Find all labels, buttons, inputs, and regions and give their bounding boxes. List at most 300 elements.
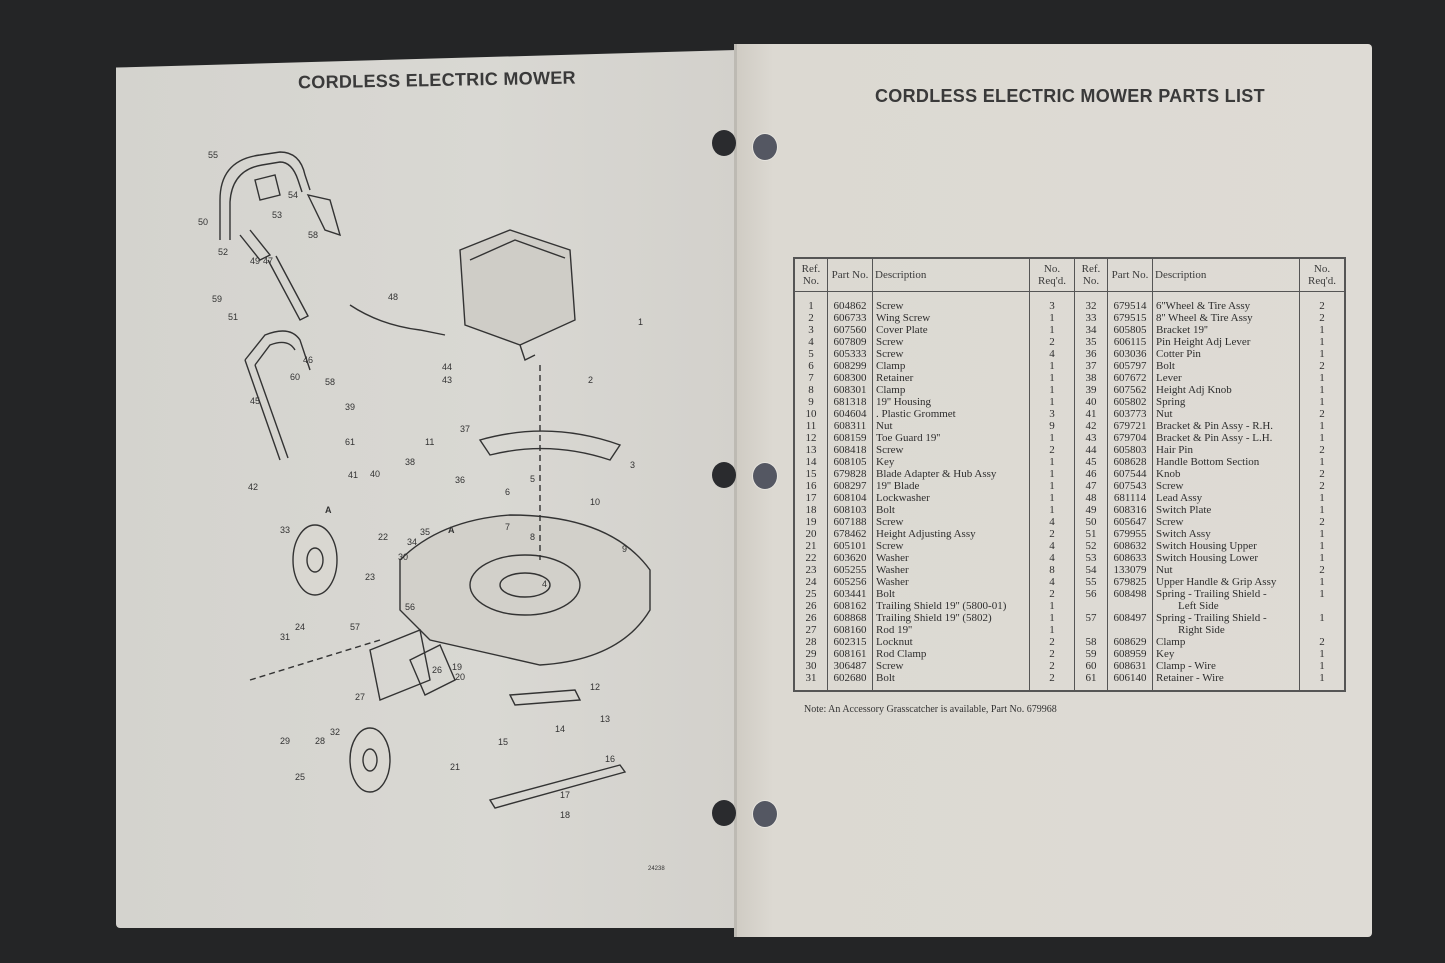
svg-text:24: 24 xyxy=(295,622,306,632)
qty-required: 1 xyxy=(1319,384,1325,396)
part-no: 608959 xyxy=(1108,648,1153,660)
svg-text:60: 60 xyxy=(290,372,301,382)
ref-no: 55 xyxy=(1075,576,1108,588)
ref-no: 5 xyxy=(794,348,828,360)
ref-no: 41 xyxy=(1075,408,1108,420)
ref-no: 31 xyxy=(794,672,828,691)
qty-required: 1 xyxy=(1319,336,1325,348)
qty-required: 1 xyxy=(1030,612,1075,624)
part-no: 608418 xyxy=(828,444,873,456)
ref-no: 45 xyxy=(1075,456,1108,468)
description: Switch Assy xyxy=(1153,528,1300,540)
svg-text:58: 58 xyxy=(308,230,319,240)
description: Lever xyxy=(1153,372,1300,384)
part-no: 607188 xyxy=(828,516,873,528)
description: Clamp xyxy=(873,384,1030,396)
description: Spring xyxy=(1153,396,1300,408)
svg-text:33: 33 xyxy=(280,525,291,535)
part-no: 603036 xyxy=(1108,348,1153,360)
table-row xyxy=(794,672,1345,691)
description: Locknut xyxy=(873,636,1030,648)
qty-required: 2 xyxy=(1030,648,1075,660)
table-row xyxy=(794,456,1345,468)
ref-no: 27 xyxy=(794,624,828,636)
qty-required: 1 xyxy=(1030,324,1075,336)
qty-required: 1 xyxy=(1319,324,1325,336)
qty-required: 2 xyxy=(1319,360,1325,372)
svg-text:14: 14 xyxy=(555,724,566,734)
part-no: 608297 xyxy=(828,480,873,492)
table-row xyxy=(794,564,1345,576)
ref-no: 61 xyxy=(1075,672,1108,691)
part-no: 608497 xyxy=(1108,612,1153,624)
table-row xyxy=(794,504,1345,516)
qty-required: 4 xyxy=(1030,516,1075,528)
svg-text:19: 19 xyxy=(452,662,463,672)
qty-required xyxy=(1300,624,1346,636)
ref-no: 24 xyxy=(794,576,828,588)
qty-required: 2 xyxy=(1030,588,1075,600)
part-no: 608159 xyxy=(828,432,873,444)
ref-no: 4 xyxy=(794,336,828,348)
description-continued xyxy=(1153,624,1300,636)
svg-text:47: 47 xyxy=(263,256,274,266)
qty-required: 2 xyxy=(1319,300,1325,312)
qty-required: 1 xyxy=(1319,660,1325,672)
qty-required: 1 xyxy=(1030,312,1075,324)
ref-no: 34 xyxy=(1075,324,1108,336)
part-no: 133079 xyxy=(1108,564,1153,576)
qty-required: 1 xyxy=(1319,540,1325,552)
ref-no: 44 xyxy=(1075,444,1108,456)
part-no: 679515 xyxy=(1108,312,1153,324)
ref-no: 6 xyxy=(794,360,828,372)
part-no: 607562 xyxy=(1108,384,1153,396)
svg-text:17: 17 xyxy=(560,790,571,800)
qty-required: 1 xyxy=(1319,456,1325,468)
qty-required: 1 xyxy=(1319,552,1325,564)
table-row xyxy=(794,468,1345,480)
description: Lockwasher xyxy=(873,492,1030,504)
svg-text:43: 43 xyxy=(442,375,453,385)
description: Washer xyxy=(873,564,1030,576)
svg-text:41: 41 xyxy=(348,470,359,480)
part-no: 603773 xyxy=(1108,408,1153,420)
header-qty: No. Req'd. xyxy=(1030,258,1075,292)
description: Nut xyxy=(873,420,1030,432)
description: Washer xyxy=(873,552,1030,564)
ref-no: 18 xyxy=(794,504,828,516)
table-row xyxy=(794,540,1345,552)
part-no: 608633 xyxy=(1108,552,1153,564)
table-row xyxy=(794,324,1345,336)
description: Trailing Shield 19'' (5800-01) xyxy=(873,600,1030,612)
qty-required: 8 xyxy=(1030,564,1075,576)
qty-required: 1 xyxy=(1030,384,1075,396)
part-no: 608498 xyxy=(1108,588,1153,600)
part-no: 606140 xyxy=(1108,672,1153,691)
description: Blade Adapter & Hub Assy xyxy=(873,468,1030,480)
qty-required: 3 xyxy=(1030,408,1075,420)
part-no: 605797 xyxy=(1108,360,1153,372)
qty-required: 1 xyxy=(1319,528,1325,540)
svg-text:18: 18 xyxy=(560,810,571,820)
description: Screw xyxy=(873,516,1030,528)
ref-no: 14 xyxy=(794,456,828,468)
ref-no: 33 xyxy=(1075,312,1108,324)
part-no: 681114 xyxy=(1108,492,1153,504)
header-part-no: Part No. xyxy=(1108,258,1153,292)
ref-no: 46 xyxy=(1075,468,1108,480)
description: Key xyxy=(1153,648,1300,660)
svg-text:26: 26 xyxy=(432,665,443,675)
description: 19'' Blade xyxy=(873,480,1030,492)
qty-required: 1 xyxy=(1319,396,1325,408)
punch-hole xyxy=(712,130,736,156)
description: Spring - Trailing Shield - xyxy=(1153,612,1300,624)
part-no: 608161 xyxy=(828,648,873,660)
description: 8'' Wheel & Tire Assy xyxy=(1153,312,1300,324)
description: Screw xyxy=(873,540,1030,552)
table-row xyxy=(794,348,1345,360)
description: 19'' Housing xyxy=(873,396,1030,408)
description: Cotter Pin xyxy=(1153,348,1300,360)
table-row xyxy=(794,576,1345,588)
svg-text:51: 51 xyxy=(228,312,239,322)
qty-required: 3 xyxy=(1030,292,1075,313)
svg-text:28: 28 xyxy=(315,736,326,746)
table-row xyxy=(794,384,1345,396)
ref-no: 35 xyxy=(1075,336,1108,348)
header-qty: No. Req'd. xyxy=(1300,258,1346,292)
description: Nut xyxy=(1153,408,1300,420)
part-no: 608311 xyxy=(828,420,873,432)
description: Clamp - Wire xyxy=(1153,660,1300,672)
table-row xyxy=(794,588,1345,600)
part-no: 679704 xyxy=(1108,432,1153,444)
svg-text:8: 8 xyxy=(530,532,536,542)
description: Cover Plate xyxy=(873,324,1030,336)
svg-text:29: 29 xyxy=(280,736,291,746)
ref-no: 39 xyxy=(1075,384,1108,396)
ref-no: 26 xyxy=(794,612,828,624)
svg-text:59: 59 xyxy=(212,294,223,304)
part-no: 608629 xyxy=(1108,636,1153,648)
description: Screw xyxy=(1153,516,1300,528)
description: . Plastic Grommet xyxy=(873,408,1030,420)
ref-no: 56 xyxy=(1075,588,1108,600)
ref-no: 38 xyxy=(1075,372,1108,384)
ref-no: 9 xyxy=(794,396,828,408)
ref-no: 8 xyxy=(794,384,828,396)
description: Screw xyxy=(873,348,1030,360)
qty-required: 1 xyxy=(1319,492,1325,504)
part-no: 681318 xyxy=(828,396,873,408)
qty-required: 4 xyxy=(1030,576,1075,588)
table-row xyxy=(794,360,1345,372)
table-row xyxy=(794,480,1345,492)
qty-required: 1 xyxy=(1030,372,1075,384)
qty-required: 1 xyxy=(1319,420,1325,432)
book-spine xyxy=(734,44,737,937)
description: Hair Pin xyxy=(1153,444,1300,456)
description: Handle Bottom Section xyxy=(1153,456,1300,468)
description: Bolt xyxy=(873,504,1030,516)
description: Switch Plate xyxy=(1153,504,1300,516)
table-row xyxy=(794,444,1345,456)
part-no: 608316 xyxy=(1108,504,1153,516)
ref-no: 36 xyxy=(1075,348,1108,360)
header-description: Description xyxy=(873,258,1030,292)
description-continued-text: Left Side xyxy=(1178,600,1219,612)
svg-text:4: 4 xyxy=(542,579,548,589)
qty-required: 1 xyxy=(1030,600,1075,612)
table-row xyxy=(794,432,1345,444)
description: Trailing Shield 19'' (5802) xyxy=(873,612,1030,624)
description: Rod Clamp xyxy=(873,648,1030,660)
header-ref-no: Ref. No. xyxy=(1075,258,1108,292)
table-row xyxy=(794,552,1345,564)
svg-text:5: 5 xyxy=(530,474,536,484)
description: Screw xyxy=(873,444,1030,456)
svg-text:22: 22 xyxy=(378,532,389,542)
svg-text:7: 7 xyxy=(505,522,511,532)
ref-no: 40 xyxy=(1075,396,1108,408)
part-no: 679721 xyxy=(1108,420,1153,432)
svg-text:25: 25 xyxy=(295,772,306,782)
part-no: 605256 xyxy=(828,576,873,588)
svg-text:A: A xyxy=(325,505,332,515)
ref-no: 19 xyxy=(794,516,828,528)
part-no: 678462 xyxy=(828,528,873,540)
part-no: 607544 xyxy=(1108,468,1153,480)
part-no: 605333 xyxy=(828,348,873,360)
qty-required: 2 xyxy=(1319,468,1325,480)
part-no: 679955 xyxy=(1108,528,1153,540)
ref-no: 53 xyxy=(1075,552,1108,564)
svg-text:39: 39 xyxy=(345,402,356,412)
ref-no: 11 xyxy=(794,420,828,432)
part-no: 603620 xyxy=(828,552,873,564)
description: Washer xyxy=(873,576,1030,588)
qty-required: 1 xyxy=(1319,672,1325,684)
ref-no: 12 xyxy=(794,432,828,444)
ref-no: 29 xyxy=(794,648,828,660)
table-row xyxy=(794,636,1345,648)
qty-required: 2 xyxy=(1319,408,1325,420)
punch-hole xyxy=(712,800,736,826)
qty-required: 1 xyxy=(1030,456,1075,468)
description: Screw xyxy=(1153,480,1300,492)
description: Screw xyxy=(873,660,1030,672)
qty-required: 2 xyxy=(1030,336,1075,348)
ref-no: 21 xyxy=(794,540,828,552)
svg-text:38: 38 xyxy=(405,457,416,467)
svg-text:6: 6 xyxy=(505,487,511,497)
part-no: 608301 xyxy=(828,384,873,396)
qty-required: 1 xyxy=(1319,504,1325,516)
part-no: 605802 xyxy=(1108,396,1153,408)
ref-no: 15 xyxy=(794,468,828,480)
qty-required: 2 xyxy=(1030,528,1075,540)
svg-text:21: 21 xyxy=(450,762,461,772)
qty-required: 1 xyxy=(1030,432,1075,444)
part-no: 606115 xyxy=(1108,336,1153,348)
part-no: 306487 xyxy=(828,660,873,672)
description: Lead Assy xyxy=(1153,492,1300,504)
description: Nut xyxy=(1153,564,1300,576)
ref-no xyxy=(1075,624,1108,636)
svg-text:50: 50 xyxy=(198,217,209,227)
ref-no: 3 xyxy=(794,324,828,336)
description: Retainer - Wire xyxy=(1153,672,1300,691)
description: Screw xyxy=(873,336,1030,348)
svg-text:57: 57 xyxy=(350,622,361,632)
ref-no: 28 xyxy=(794,636,828,648)
qty-required: 2 xyxy=(1030,672,1075,691)
svg-text:3: 3 xyxy=(630,460,636,470)
table-row xyxy=(794,408,1345,420)
qty-required: 2 xyxy=(1319,444,1325,456)
part-no xyxy=(1108,600,1153,612)
svg-text:23: 23 xyxy=(365,572,376,582)
ref-no: 13 xyxy=(794,444,828,456)
description: Height Adj Knob xyxy=(1153,384,1300,396)
ref-no: 2 xyxy=(794,312,828,324)
part-no: 604862 xyxy=(828,292,873,313)
qty-required: 2 xyxy=(1030,444,1075,456)
ref-no: 32 xyxy=(1075,292,1108,313)
description: Bolt xyxy=(873,588,1030,600)
ref-no xyxy=(1075,600,1108,612)
header-part-no: Part No. xyxy=(828,258,873,292)
exploded-parts-diagram xyxy=(180,140,660,840)
svg-text:27: 27 xyxy=(355,692,366,702)
description: Clamp xyxy=(1153,636,1300,648)
svg-text:9: 9 xyxy=(622,544,628,554)
part-no: 608104 xyxy=(828,492,873,504)
ref-no: 22 xyxy=(794,552,828,564)
ref-no: 58 xyxy=(1075,636,1108,648)
svg-text:A: A xyxy=(448,525,455,535)
qty-required: 2 xyxy=(1319,636,1325,648)
qty-required xyxy=(1300,600,1346,612)
description-continued xyxy=(1153,600,1300,612)
part-no: 607809 xyxy=(828,336,873,348)
svg-text:58: 58 xyxy=(325,377,336,387)
table-row xyxy=(794,528,1345,540)
svg-text:52: 52 xyxy=(218,247,229,257)
table-row xyxy=(794,292,1345,313)
table-row xyxy=(794,600,1345,612)
part-no: 608868 xyxy=(828,612,873,624)
svg-text:16: 16 xyxy=(605,754,616,764)
ref-no: 57 xyxy=(1075,612,1108,624)
svg-text:54: 54 xyxy=(288,190,299,200)
svg-text:37: 37 xyxy=(460,424,471,434)
ref-no: 50 xyxy=(1075,516,1108,528)
svg-text:31: 31 xyxy=(280,632,291,642)
qty-required: 9 xyxy=(1030,420,1075,432)
svg-text:42: 42 xyxy=(248,482,259,492)
description: Upper Handle & Grip Assy xyxy=(1153,576,1300,588)
ref-no: 26 xyxy=(794,600,828,612)
qty-required: 1 xyxy=(1319,588,1325,600)
svg-text:20: 20 xyxy=(455,672,466,682)
header-description: Description xyxy=(1153,258,1300,292)
part-no: 679828 xyxy=(828,468,873,480)
part-no: 605101 xyxy=(828,540,873,552)
ref-no: 30 xyxy=(794,660,828,672)
punch-hole xyxy=(752,800,778,828)
qty-required: 2 xyxy=(1319,564,1325,576)
description: 6''Wheel & Tire Assy xyxy=(1153,292,1300,313)
part-no: 608632 xyxy=(1108,540,1153,552)
svg-text:32: 32 xyxy=(330,727,341,737)
ref-no: 17 xyxy=(794,492,828,504)
description: Clamp xyxy=(873,360,1030,372)
ref-no: 37 xyxy=(1075,360,1108,372)
svg-text:48: 48 xyxy=(388,292,399,302)
part-no: 608300 xyxy=(828,372,873,384)
part-no: 608628 xyxy=(1108,456,1153,468)
description: Switch Housing Lower xyxy=(1153,552,1300,564)
qty-required: 1 xyxy=(1030,468,1075,480)
qty-required: 1 xyxy=(1319,576,1325,588)
qty-required: 1 xyxy=(1030,492,1075,504)
qty-required: 1 xyxy=(1030,504,1075,516)
svg-text:11: 11 xyxy=(425,437,435,447)
ref-no: 20 xyxy=(794,528,828,540)
svg-text:35: 35 xyxy=(420,527,431,537)
description: Toe Guard 19'' xyxy=(873,432,1030,444)
qty-required: 1 xyxy=(1030,360,1075,372)
print-code: 24238 xyxy=(648,866,665,872)
qty-required: 2 xyxy=(1319,480,1325,492)
table-row xyxy=(794,396,1345,408)
ref-no: 51 xyxy=(1075,528,1108,540)
ref-no: 42 xyxy=(1075,420,1108,432)
part-no: 608160 xyxy=(828,624,873,636)
table-row xyxy=(794,336,1345,348)
qty-required: 2 xyxy=(1030,636,1075,648)
qty-required: 1 xyxy=(1319,432,1325,444)
part-no: 605803 xyxy=(1108,444,1153,456)
qty-required: 1 xyxy=(1319,612,1325,624)
part-no: 605255 xyxy=(828,564,873,576)
qty-required: 2 xyxy=(1319,312,1325,324)
description: Retainer xyxy=(873,372,1030,384)
description: Switch Housing Upper xyxy=(1153,540,1300,552)
part-no: 602315 xyxy=(828,636,873,648)
ref-no: 7 xyxy=(794,372,828,384)
description: Bracket & Pin Assy - L.H. xyxy=(1153,432,1300,444)
parts-list-title: CORDLESS ELECTRIC MOWER PARTS LIST xyxy=(875,86,1265,106)
svg-text:45: 45 xyxy=(250,396,261,406)
qty-required: 4 xyxy=(1030,552,1075,564)
part-no: 604604 xyxy=(828,408,873,420)
ref-no: 48 xyxy=(1075,492,1108,504)
ref-no: 47 xyxy=(1075,480,1108,492)
svg-text:13: 13 xyxy=(600,714,611,724)
table-row xyxy=(794,648,1345,660)
qty-required: 1 xyxy=(1319,648,1325,660)
part-no: 607560 xyxy=(828,324,873,336)
qty-required: 2 xyxy=(1319,516,1325,528)
parts-list-table xyxy=(793,257,1346,692)
part-no: 605647 xyxy=(1108,516,1153,528)
ref-no: 54 xyxy=(1075,564,1108,576)
